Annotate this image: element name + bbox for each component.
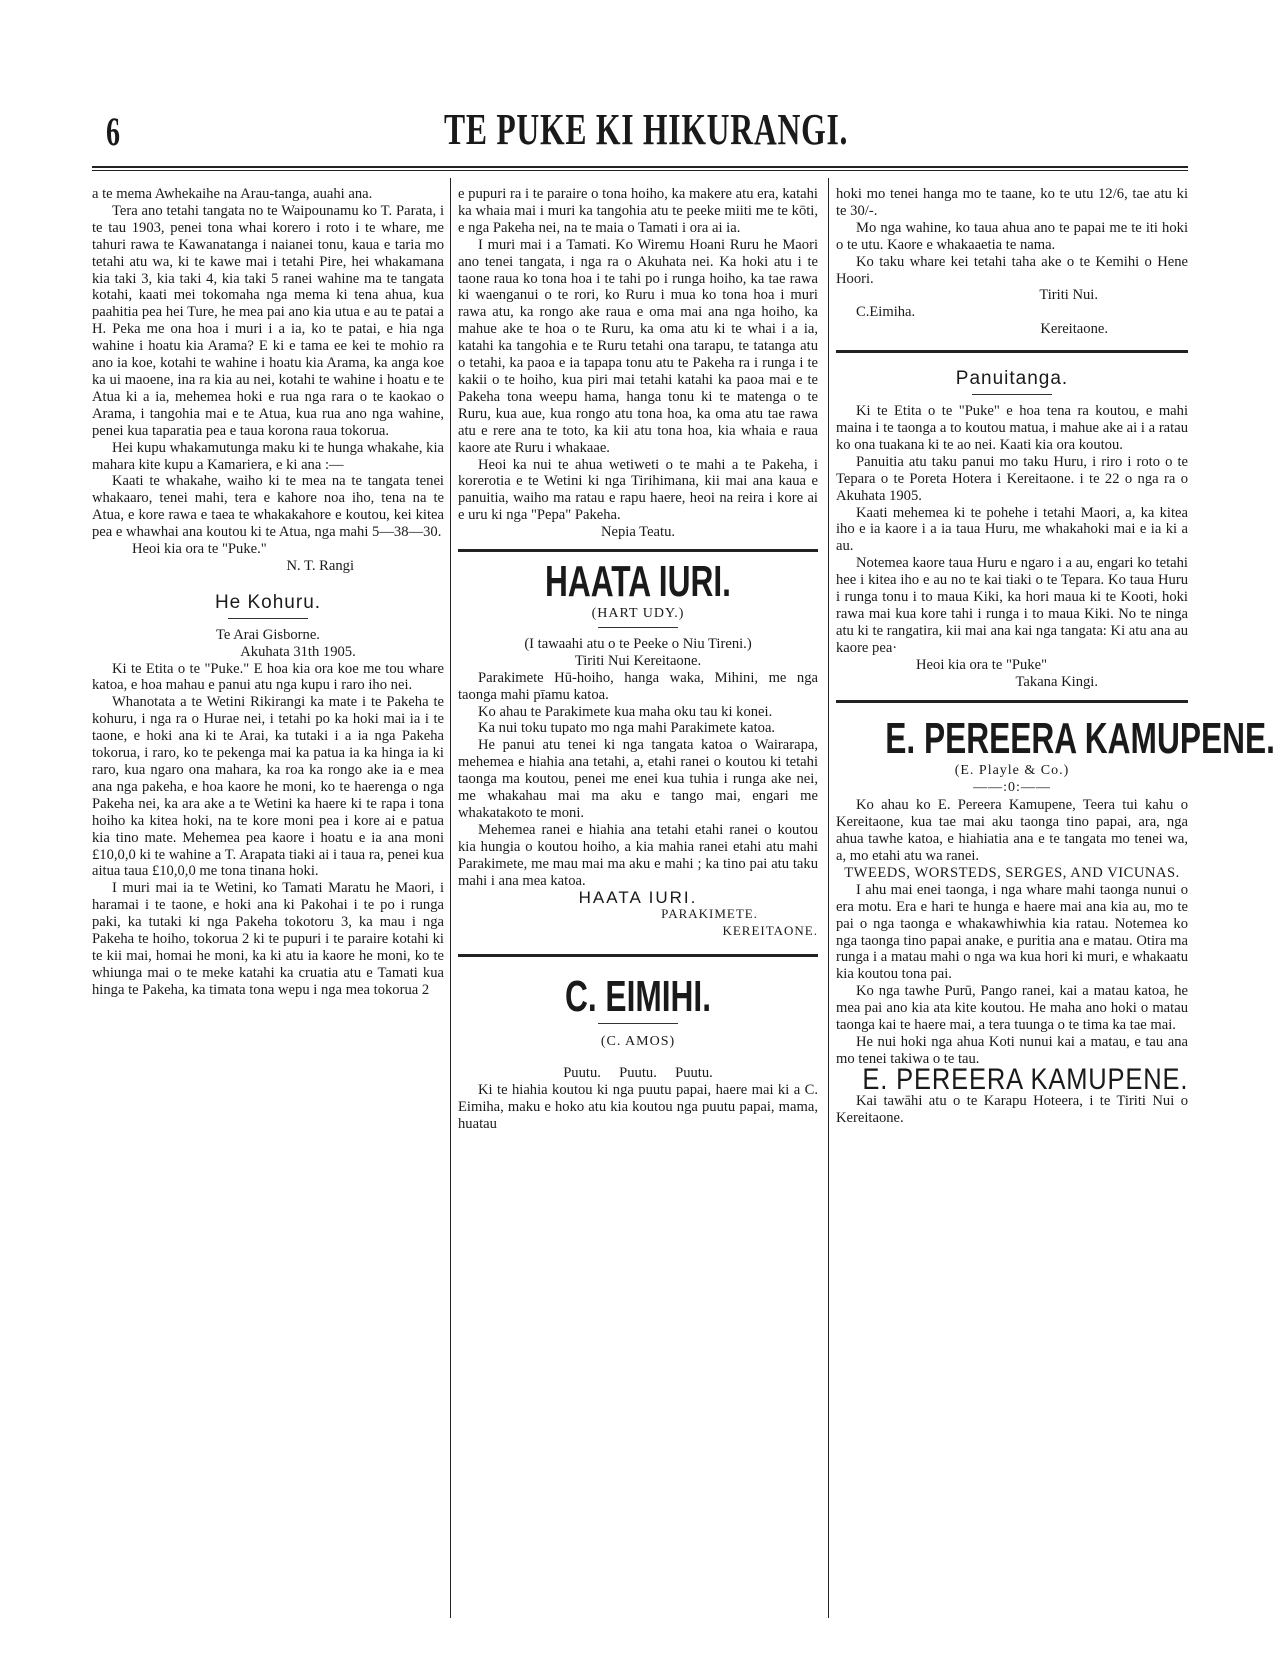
eimihi-paragraph: Ko taku whare kei tetahi taha ake o te Kemihi o Hene Hoori. (836, 253, 1188, 287)
letter-paragraph: Hei kupu whakamutunga maku ki te hunga whakahe, kia mahara kite kupu a Kamariera, e ki ana :— (92, 439, 444, 473)
eimihi-paragraph: Ki te hiahia koutou ki nga puutu papai, haere mai ki a C. Eimiha, maku e hoko atu kia koutou nga puutu papai, mama, huatau (458, 1082, 818, 1132)
eimihi-title: C. EIMIHI. (564, 972, 712, 1022)
panui-signature: Takana Kingi. (1015, 673, 1098, 690)
panui-paragraph: Notemea kaore taua Huru e ngaro i a au, engari ko tetahi hee i kitea iho e au no te kai tiaki o te Tepara. Ko taua Huru i runga tonu i to maua Kiki, ka hori maua ki te Kooti, hoki rawa mai kua kore tahi i runga i to maua Kiki. No te ninga atu ki te rangatira, kii mai ana kai nga tangata: Ki atu ana au kaore pea· (836, 555, 1188, 656)
haata-signature-place: KEREITAONE. (722, 923, 818, 939)
haata-street: Tiriti Nui Kereitaone. (574, 652, 702, 669)
eimihi-signature: C.Eimiha. (856, 304, 916, 321)
letter-closing: Heoi kia ora te "Puke." (132, 541, 267, 558)
eimihi-street: Tiriti Nui. (1039, 287, 1098, 304)
column-3 (836, 186, 1275, 1127)
pereera-title: E. PEREERA KAMUPENE. (885, 714, 1275, 764)
letter-signature: N. T. Rangi (286, 557, 354, 574)
haata-paragraph: Mehemea ranei e hiahia ana tetahi etahi ranei o koutou kia hungia o koutou hoiho, a kia mahia ranei etahi atu mahi Parakimete, me mau mai ma aku e mahi ; ka tino pai atu taku mahi i ana mea katoa. (458, 821, 818, 889)
haata-address: (I tawaahi atu o te Peeke o Niu Tireni.) (524, 635, 752, 652)
pereera-signature: E. PEREERA KAMUPENE. (862, 1062, 1189, 1096)
haata-paragraph: Ka nui toku tupato mo nga mahi Parakimete katoa. (478, 720, 776, 737)
pereera-subtitle: (E. Playle & Co.) (954, 763, 1070, 779)
kohuru-paragraph: I muri mai i a Tamati. Ko Wiremu Hoani Ruru he Maori ano tenei tangata, i nga ra o Akuhata nei. Ka hoki atu i te taone raua ko tona hoa i te tahi po i runga hoiho, ka tae rawa ki waenganui o te rori, ko Ruru i mua ko tona hoa i muri rawa atu, ka rongo ake raua e oma mai ana nga hoiho, ka mahue ake te hoa o te Ruru, ka oma atu ki te whai i a ia, katahi ka tangohia e te Ruru tetahi ona tarapu, te tatanga atu o tetahi, ka paoa e ia tapapa tonu atu te Pakeha ra i runga i te kakii o te hoiho, kua piri mai tetahi katahi ka paoa mai e te Pakeha tona weepu hama, hanga tonu ki te matenga o te Ruru, kua aue, kua rongo atu tona hoa, ka oma atu tae rawa atu e rere ana te toto, ka kii atu tona hoa, kia whaia e raua kaore ate Ruru i whakaae. (458, 236, 818, 456)
kohuru-paragraph: Heoi ka nui te ahua wetiweti o te mahi a te Pakeha, i korerotia e te Wetini ki nga Tirihimana, kii mai ana kaua e panuitia, waiho ma ratau e rapu haere, heoi na reira i kore ai e uru ki nga "Pepa" Pakeha. (458, 456, 818, 524)
pereera-ornament: ——:0:—— (973, 780, 1051, 796)
kohuru-dateline: Te Arai Gisborne. (216, 626, 320, 643)
eimihi-puutu: Puutu. Puutu. Puutu. (563, 1065, 713, 1082)
heading-rule (972, 394, 1052, 395)
panui-paragraph: Kaati mehemea ki te pohehe i tetahi Maori, a, ka kitea iho e ia kaore i a ia taua Huru, me whakahoki mai e ia ki a au. (836, 504, 1188, 555)
heading-rule (598, 627, 678, 628)
pereera-paragraph: He nui hoki nga ahua Koti nunui kai a matau, e tau ana mo tenei takiwa o te tau. (836, 1033, 1188, 1067)
pereera-paragraph: Ko ahau ko E. Pereera Kamupene, Teera tui kahu o Kereitaone, kua tae mai aku taonga tino papai, ara, nga ahua tawhe katoa, e hiahiatia ana e te tangata mo tenei wa, a, mo etahi atu wa ranei. (836, 797, 1188, 864)
section-rule (836, 350, 1188, 353)
pereera-paragraph: I ahu mai enei taonga, i nga whare mahi taonga nunui o era motu. Era e hari te hunga e haere mai ana kia au, mo te pai o nga taonga e whakawhiwhia kia ratau. Notemea ko nga taonga tino papai anake, e puritia ana e matau. Otira ma runga i a matau mahi o nga wa kua hori ki muri, e whakaatu kia koutou tona pai. (836, 881, 1188, 983)
header-rule (92, 166, 1188, 168)
haata-subtitle: (HART UDY.) (591, 606, 685, 622)
letter-paragraph: Tera ano tetahi tangata no te Waipounamu ko T. Parata, i te tau 1903, penei tona whai korero i roto i te whare, me tahuri rawa te Kawanatanga i naianei tonu, kaua e taria mo tetahi atu wa, ki te kawe mai i tetahi Pire, hei whakamana kia taki 3, kia taki 4, kia taki 5 ranei wahine ma te tangata kotahi, kaati mei tokomaha nga mema ki tena ahua, kua paahitia pea hei Ture, he mea pai ano kia utua e au te patai a H. Peka me ona hoa i muri i a ia, ko te patai, e hia nga wahine i hoatu kia Arama? E ki e tama ee kei te mohio ra ano ia koe, kotahi te wahine i hoatu kia Arama, ka anga koe ka ui maoene, ina ra kia au nei, kotahi te wahine i hoatu e te Atua ki a ia, mehemea hoki e rua nga rara o te kaokao o Arama, i tangohia mai e te Atua, kua rua ano nga wahine, penei kua taparatia pea e taua korona raua tokorua. (92, 202, 444, 439)
haata-paragraph: Parakimete Hū-hoiho, hanga waka, Mihini, me nga taonga mahi pīamu katoa. (458, 669, 818, 703)
kohuru-paragraph: I muri mai ia te Wetini, ko Tamati Maratu he Maori, i haramai i te taone, e hoki ana ki Pakohai i te po i runga paki, ka tutaki ki nga Pakeha tokotoru 3, ka mau i nga Pakeha te hoiho, tokorua 2 ki te pupuri i te paraire kotahi ki te kii mai, homai he moni, ka ki atu ia kaore he moni, ko te whiunga mai o te meke katahi ka cruatia atu e Tamati kua hinga te Pakeha, ka timata tona wepu i nga mea tokorua 2 (92, 880, 444, 998)
haata-paragraph: Ko ahau te Parakimete kua maha oku tau ki konei. (478, 703, 773, 720)
kohuru-heading: He Kohuru. (214, 591, 322, 613)
pereera-paragraph: Ko nga tawhe Purū, Pango ranei, kai a matau katoa, he mea pai ano kia ata kite koutou. He maha ano hoki o matau taonga kai te haere mai, a tera tuunga o te tima ka tae mai. (836, 983, 1188, 1034)
eimihi-town: Kereitaone. (1040, 321, 1108, 338)
kohuru-paragraph: e pupuri ra i te paraire o tona hoiho, ka makere atu era, katahi ka whaia mai i muri ka tangohia atu te peeke miiti me te kōti, e nga Pakeha nei, na te maia o Tamati i ora ai ia. (458, 186, 818, 236)
section-rule (836, 700, 1188, 703)
panui-closing: Heoi kia ora te "Puke" (916, 656, 1048, 673)
haata-signature-name: HAATA IURI. (578, 887, 698, 907)
pereera-address: Kai tawāhi atu o te Karapu Hoteera, i te Tiriti Nui o Kereitaone. (836, 1092, 1188, 1126)
letter-paragraph: Kaati te whakahe, waiho ki te mea na te tangata tenei whakaaro, tenei mahi, tera e kahore noa iho, tena na te Atua, e kore rawa e taea te whakakahore e koutou, kei kitea pea e whawhai ana koutou ki te Atua, nga mahi 5—38—30. (92, 473, 444, 541)
kohuru-signature: Nepia Teatu. (600, 524, 676, 541)
pereera-goods: TWEEDS, WORSTEDS, SERGES, AND VICUNAS. (844, 864, 1180, 881)
masthead-title: TE PUKE KI HIKURANGI. (444, 105, 849, 154)
kohuru-date: Akuhata 31th 1905. (240, 643, 356, 660)
column-1 (92, 186, 444, 999)
section-rule (458, 954, 818, 957)
haata-signature-trade: PARAKIMETE. (661, 906, 758, 922)
panui-paragraph: Ki te Etita o te "Puke" e hoa tena ra koutou, e mahi maina i te taonga a to koutou matua, i mahue ake ai i a ratau ko ona tuakana ki te ao nei. Kaati kia ora koutou. (836, 403, 1188, 453)
haata-paragraph: He panui atu tenei ki nga tangata katoa o Wairarapa, mehemea e hiahia ana tetahi, a, etahi ranei o koutou ki tetahi taonga ma koutou, penei me enei kua tuhia i runga ake nei, me whakahau mai ma aku e tango mai, engari me whakatakoto te moni. (458, 737, 818, 821)
page-number: 6 (106, 109, 120, 154)
kohuru-paragraph: Ki te Etita o te "Puke." E hoa kia ora koe me tou whare katoa, e hoa mahau e panui atu nga kupu i raro iho nei. (92, 660, 444, 694)
letter-paragraph: a te mema Awhekaihe na Arau-tanga, auahi ana. (92, 186, 373, 202)
heading-rule (598, 1023, 678, 1024)
section-rule (458, 549, 818, 552)
kohuru-paragraph: Whanotata a te Wetini Rikirangi ka mate i te Pakeha te kohuru, i nga ra o Hurae nei, i tetahi po ka hoki mai ia i te taone, e hoki ana ki te Arai, ka tutaki i a ia nga Pakeha tokorua, i raro, ko te pekenga mai ka patua ia ka hinga ia ki raro, kua ngaro ona mahara, ka roa ka rongo ake ia e mea ana nga pakeha, e hoa kaore he moni, ko te haerenga o nga Pakeha nei, ka ara ake a te Wetini ka haere ki te rapa i tona hoiho ka kitea hoki, na te kore moni pea i kore ai e patua kia tino mate. Mehemea pea kaore i hoatu e ia ana moni £10,0,0 ki te wahine a T. Arapata tiaki ai i taua ra, penei kua aitua taua £10,0,0 me tona tinana hoki. (92, 694, 444, 880)
header-rule-thin (92, 170, 1188, 171)
column-divider-right (828, 178, 829, 1618)
heading-rule (228, 618, 308, 619)
panui-heading: Panuitanga. (955, 368, 1069, 390)
panui-paragraph: Panuitia atu taku panui mo taku Huru, i riro i roto o te Tepara o te Poreta Hotera i Kereitaone. i te 22 o nga ra o Akuhata 1905. (836, 453, 1188, 504)
column-divider-left (450, 178, 451, 1618)
eimihi-subtitle: (C. AMOS) (600, 1034, 676, 1050)
column-2 (458, 186, 818, 1133)
eimihi-paragraph: hoki mo tenei hanga mo te taane, ko te utu 12/6, tae atu ki te 30/-. (836, 186, 1188, 219)
eimihi-paragraph: Mo nga wahine, ko taua ahua ano te papai me te iti hoki o te utu. Kaore e whakaaetia te nama. (836, 219, 1188, 253)
haata-title: HAATA IURI. (545, 557, 731, 607)
